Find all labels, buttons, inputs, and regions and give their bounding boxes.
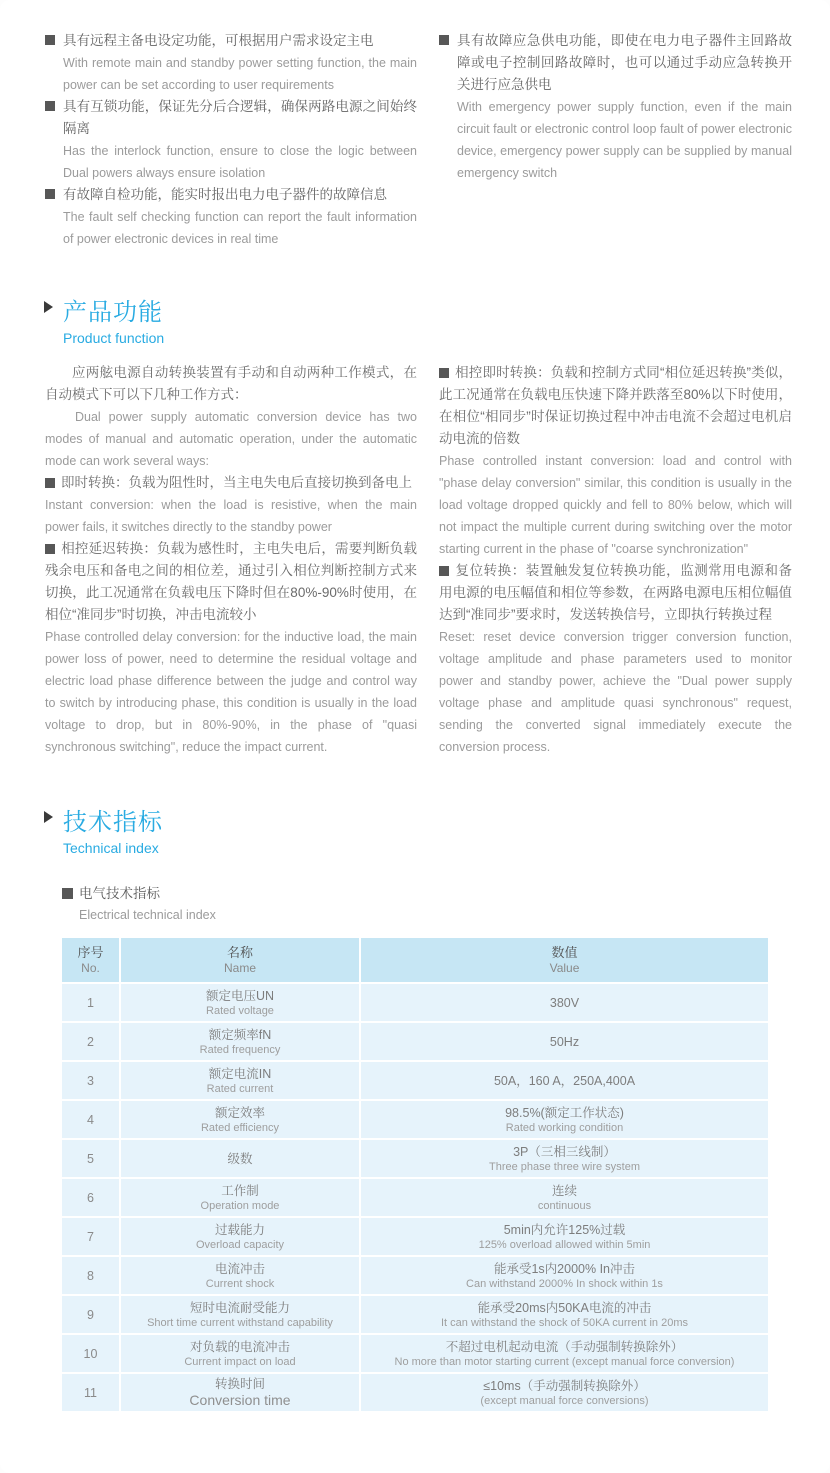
table-row	[62, 1179, 768, 1216]
cell-no	[62, 1023, 119, 1060]
mode-bullet-cn	[439, 362, 792, 450]
electrical-index-table	[62, 938, 768, 1411]
bullet-text-en: With emergency power supply function, even if the main circuit fault or electronic control loop fault of power electronic device, emergency power supply can be supplied by manual emergency switch	[457, 100, 792, 180]
electrical-index-label-cn	[62, 884, 830, 904]
cell-value	[361, 1296, 768, 1333]
header-cell-name	[121, 938, 359, 982]
row-number: 2	[87, 1034, 94, 1049]
name-cn: 额定效率	[214, 1105, 265, 1120]
cell-name	[121, 1101, 359, 1138]
cell-value	[361, 1179, 768, 1216]
electrical-index-text-cn: 电气技术指标	[79, 886, 160, 901]
cell-value	[361, 1335, 768, 1372]
section-arrow-icon	[44, 811, 53, 823]
cell-value	[361, 1062, 768, 1099]
cell-name	[121, 1179, 359, 1216]
paragraph-en: Dual power supply automatic conversion device has two modes of manual and automatic operation, under the automatic mode can work several ways:	[45, 410, 417, 468]
cell-name	[121, 1257, 359, 1294]
cell-value	[361, 1140, 768, 1177]
cell-name	[121, 1296, 359, 1333]
value-cn: 不超过电机起动电流（手动强制转换除外）	[445, 1339, 684, 1354]
value-en: Rated working condition	[505, 1121, 624, 1134]
cell-no	[62, 1062, 119, 1099]
technical-index-title-en: Technical index	[63, 840, 159, 856]
name-en: Short time current withstand capability	[147, 1316, 333, 1329]
cell-no	[62, 1257, 119, 1294]
name-en: Rated frequency	[199, 1043, 281, 1056]
bullet-square-icon	[62, 888, 73, 899]
bullet-square-icon	[45, 189, 55, 199]
cell-no	[62, 1374, 119, 1411]
name-cn: 额定电流IN	[208, 1066, 272, 1081]
table-row	[62, 1257, 768, 1294]
cell-name	[121, 1140, 359, 1177]
value-en: continuous	[537, 1199, 592, 1212]
table-row	[62, 1140, 768, 1177]
name-en: Operation mode	[200, 1199, 280, 1212]
section-title-block	[63, 292, 164, 346]
table-row	[62, 984, 768, 1021]
bullet-line-cn	[45, 184, 417, 206]
electrical-index-label-en: Electrical technical index	[79, 908, 216, 922]
table-row	[62, 1218, 768, 1255]
cell-no	[62, 1101, 119, 1138]
product-function-title-en: Product function	[63, 330, 165, 346]
value-en: No more than motor starting current (except manual force conversion)	[394, 1355, 735, 1368]
mode-bullet-en: Phase controlled instant conversion: load and control with "phase delay conversion" similar, this condition is usually in the load voltage dropped quickly and fell to 80% below, which will not impact the multiple current during switching over the motor starting current in the phase of "coarse synchronization"	[439, 454, 792, 556]
mode-bullet-cn	[439, 560, 792, 626]
value-cn: 3P（三相三线制）	[513, 1144, 616, 1159]
cell-name	[121, 1023, 359, 1060]
name-cn: 过载能力	[214, 1222, 265, 1237]
technical-index-header	[44, 802, 830, 856]
header-name-en: Name	[223, 961, 256, 975]
cell-no	[62, 1179, 119, 1216]
row-number: 4	[87, 1112, 94, 1127]
row-number: 10	[83, 1346, 98, 1361]
intro-bullet-item	[439, 30, 792, 184]
table-row	[62, 1023, 768, 1060]
name-cn: 额定电压UN	[205, 988, 275, 1003]
name-cn: 电流冲击	[214, 1261, 265, 1276]
cell-value	[361, 1218, 768, 1255]
name-en: Rated efficiency	[200, 1121, 280, 1134]
bullet-square-icon	[45, 101, 55, 111]
value-cn: ≤10ms（手动强制转换除外）	[483, 1378, 646, 1393]
cell-no	[62, 1335, 119, 1372]
product-function-right-column	[439, 362, 792, 758]
name-cn: 转换时间	[214, 1377, 265, 1391]
bullet-text-cn: 具有远程主备电设定功能，可根据用户需求设定主电	[63, 33, 374, 48]
table-header-row	[62, 938, 768, 982]
value-en: Three phase three wire system	[488, 1160, 640, 1173]
intro-bullet-item	[45, 30, 417, 96]
name-cn: 短时电流耐受能力	[189, 1300, 290, 1315]
intro-bullet-item	[45, 96, 417, 184]
row-number: 6	[87, 1190, 94, 1205]
cell-name	[121, 984, 359, 1021]
table-row	[62, 1374, 768, 1411]
cell-value	[361, 1374, 768, 1411]
paragraph-cn: 应两舷电源自动转换装置有手动和自动两种工作模式，在自动模式下可以下几种工作方式：	[45, 365, 417, 402]
name-en: Overload capacity	[195, 1238, 285, 1251]
cell-name	[121, 1062, 359, 1099]
mode-bullet-en: Instant conversion: when the load is resistive, when the main power fails, it switches directly to the standby power	[45, 498, 417, 534]
mode-bullet-text-cn: 即时转换：负载为阻性时，当主电失电后直接切换到备电上	[61, 475, 412, 490]
intro-left-column	[45, 30, 417, 250]
product-function-body	[0, 346, 830, 758]
name-cn: 对负载的电流冲击	[189, 1339, 290, 1354]
name-en: Rated current	[206, 1082, 274, 1095]
bullet-line-cn	[439, 30, 792, 96]
value-cn: 能承受1s内2000% In冲击	[493, 1261, 636, 1276]
section-arrow-icon	[44, 301, 53, 313]
bullet-square-icon	[439, 368, 449, 378]
value-cn: 98.5%(额定工作状态)	[505, 1105, 624, 1120]
value-cn: 连续	[551, 1183, 577, 1198]
value-en: (except manual force conversions)	[480, 1394, 649, 1407]
value-en: Can withstand 2000% In shock within 1s	[466, 1277, 663, 1290]
mode-bullet-text-cn: 复位转换：装置触发复位转换功能，监测常用电源和备用电源的电压幅值和相位等参数，在两路电源电压相位幅值达到“准同步”要求时，发送转换信号，立即执行转换过程	[439, 563, 792, 622]
intro-right-column	[439, 30, 792, 250]
row-number: 9	[87, 1307, 94, 1322]
cell-no	[62, 984, 119, 1021]
header-no-en: No.	[81, 961, 100, 975]
electrical-index-subsection	[62, 884, 830, 926]
name-cn: 工作制	[221, 1183, 259, 1198]
name-en: Rated voltage	[206, 1004, 274, 1017]
cell-value	[361, 1257, 768, 1294]
mode-bullet-text-cn: 相控即时转换：负载和控制方式同“相位延迟转换”类似，此工况通常在负载电压快速下降并跌落至80%以下时使用，在相位“相同步”时保证切换过程中冲击电流不会超过电机启动电流的倍数	[439, 365, 792, 446]
product-function-left-column	[45, 362, 417, 758]
row-number: 3	[87, 1073, 94, 1088]
mode-bullet-en: Phase controlled delay conversion: for the inductive load, the main power loss of power, need to determine the residual voltage and electric load phase difference between the judge and control way to switch by introducing phase, this condition is usually in the load voltage to drop, but in 80%-90%, in the phase of "quasi synchronous switching", reduce the impact current.	[45, 630, 417, 754]
header-cell-no	[62, 938, 119, 982]
row-number: 8	[87, 1268, 94, 1283]
cell-no	[62, 1140, 119, 1177]
name-cn: 级数	[227, 1151, 253, 1166]
table-row	[62, 1335, 768, 1372]
value-cn: 50Hz	[549, 1034, 580, 1049]
mode-bullet-text-cn: 相控延迟转换：负载为感性时，主电失电后，需要判断负载残余电压和备电之间的相位差，通过引入相位判断控制方式来切换，此工况通常在负载电压下降时但在80%-90%时使用，在相位“准同步”时切换，冲击电流较小	[45, 541, 417, 622]
cell-value	[361, 984, 768, 1021]
section-title-block	[63, 802, 163, 856]
header-no-cn: 序号	[77, 945, 104, 960]
row-number: 7	[87, 1229, 94, 1244]
intro-bullet-item	[45, 184, 417, 250]
mode-bullet-cn	[45, 472, 417, 494]
name-en: Current shock	[205, 1277, 275, 1290]
name-cn: 额定频率fN	[208, 1027, 272, 1042]
value-cn: 380V	[549, 995, 580, 1010]
mode-bullet-en: Reset: reset device conversion trigger conversion function, voltage amplitude and phase parameters used to monitor power and standby power, achieve the "Dual power supply voltage phase and amplitude quasi synchronous" request, sending the converted signal immediately execute the conversion process.	[439, 630, 792, 754]
bullet-text-cn: 具有互锁功能，保证先分后合逻辑，确保两路电源之间始终隔离	[63, 99, 417, 136]
value-cn: 5min内允许125%过载	[503, 1222, 626, 1237]
bullet-text-en: With remote main and standby power setting function, the main power can be set according to user requirements	[63, 56, 417, 92]
bullet-text-en: Has the interlock function, ensure to close the logic between Dual powers always ensure isolation	[63, 144, 417, 180]
bullet-line-cn	[45, 30, 417, 52]
bullet-square-icon	[45, 544, 55, 554]
name-en: Conversion time	[189, 1392, 291, 1408]
bullet-square-icon	[439, 35, 449, 45]
bullet-square-icon	[45, 35, 55, 45]
table-row	[62, 1296, 768, 1333]
technical-index-title-cn: 技术指标	[63, 809, 163, 836]
product-function-title-cn: 产品功能	[63, 299, 163, 326]
table-body	[62, 984, 768, 1411]
bullet-text-en: The fault self checking function can report the fault information of power electronic devices in real time	[63, 210, 417, 246]
mode-bullet-cn	[45, 538, 417, 626]
cell-value	[361, 1023, 768, 1060]
value-cn: 能承受20ms内50KA电流的冲击	[477, 1300, 652, 1315]
value-en: 125% overload allowed within 5min	[478, 1238, 651, 1251]
product-function-header	[44, 292, 830, 346]
cell-value	[361, 1101, 768, 1138]
header-name-cn: 名称	[226, 945, 253, 960]
header-cell-value	[361, 938, 768, 982]
table-row	[62, 1062, 768, 1099]
row-number: 11	[84, 1385, 97, 1400]
cell-name	[121, 1374, 359, 1411]
cell-name	[121, 1335, 359, 1372]
bullet-text-cn: 具有故障应急供电功能，即使在电力电子器件主回路故障或电子控制回路故障时，也可以通过手动应急转换开关进行应急供电	[457, 33, 792, 92]
bullet-square-icon	[45, 478, 55, 488]
row-number: 1	[87, 995, 94, 1010]
value-en: It can withstand the shock of 50KA current in 20ms	[440, 1316, 689, 1329]
cell-name	[121, 1218, 359, 1255]
bullet-square-icon	[439, 566, 449, 576]
header-value-cn: 数值	[551, 945, 578, 960]
cell-no	[62, 1296, 119, 1333]
name-en: Current impact on load	[184, 1355, 296, 1368]
row-number: 5	[87, 1151, 94, 1166]
bullet-text-cn: 有故障自检功能，能实时报出电力电子器件的故障信息	[63, 187, 387, 202]
bullet-line-cn	[45, 96, 417, 140]
header-value-en: Value	[549, 961, 580, 975]
cell-no	[62, 1218, 119, 1255]
intro-feature-section	[0, 0, 830, 250]
table-row	[62, 1101, 768, 1138]
value-cn: 50A，160 A，250A,400A	[493, 1073, 636, 1088]
